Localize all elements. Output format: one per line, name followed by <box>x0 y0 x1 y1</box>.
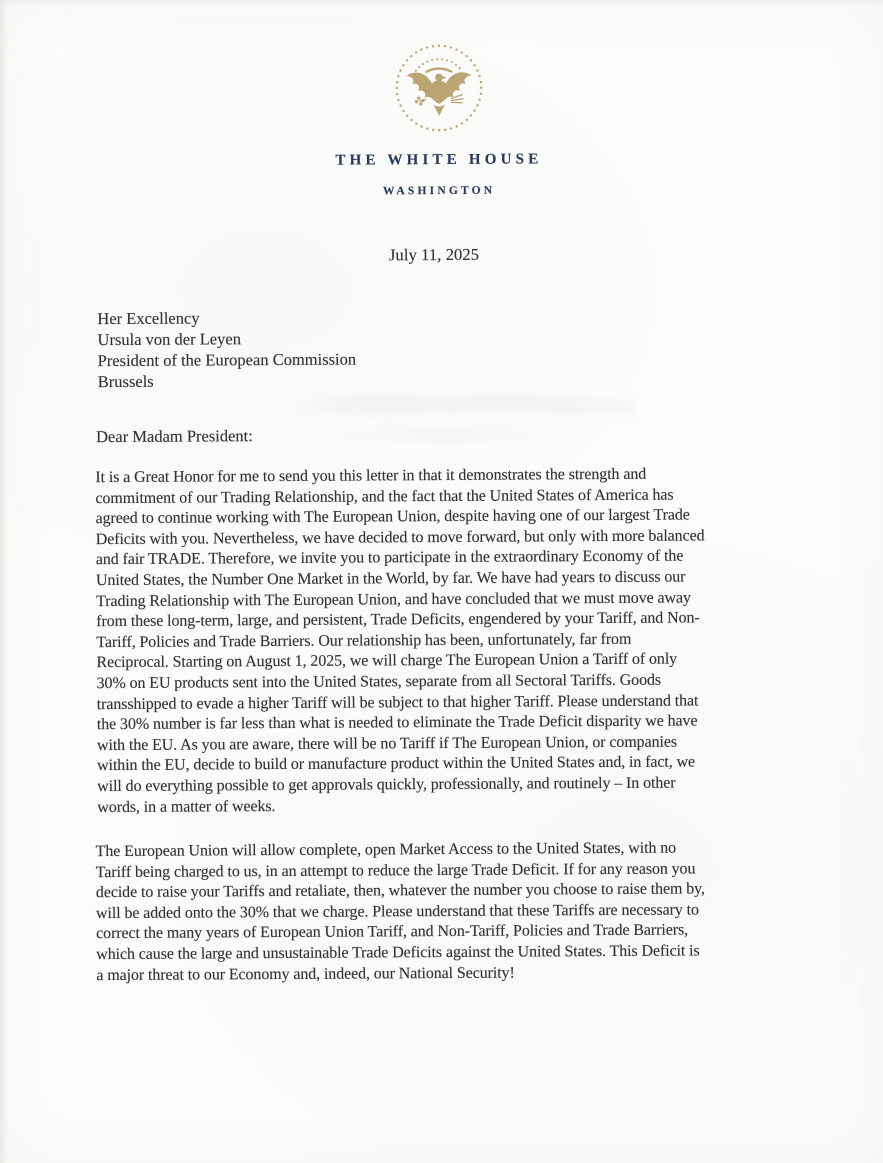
recipient-line-city: Brussels <box>97 371 154 392</box>
presidential-seal-icon <box>390 40 487 137</box>
body-paragraph-2: The European Union will allow complete, open Market Access to the United States, with no Tariff being charged to us, in an attempt to reduce the large Trade Deficit. If for any reason you decide to raise your Tariffs and retaliate, then, whatever the number you choose to raise them by, will be added onto the 30% that we charge. Please understand that these Tariffs are necessary to correct the many years of European Union Tariff, and Non-Tariff, Policies and Trade Barriers, which cause the large and unsustainable Trade Deficits against the United States. This Deficit is a major threat to our Economy and, indeed, our National Security! <box>95 839 705 984</box>
letter-date: July 11, 2025 <box>388 244 480 265</box>
letterhead-location: WASHINGTON <box>382 184 496 198</box>
recipient-line-title: President of the European Commission <box>97 349 357 371</box>
recipient-address-block <box>97 307 356 393</box>
recipient-line-honorific: Her Excellency <box>97 308 200 329</box>
body-paragraph-1: It is a Great Honor for me to send you this letter in that it demonstrates the strength and commitment of our Trading Relationship, and the fact that the United States of America has agreed to continue working with The European Union, despite having one of our largest Trade Deficits with you. Nevertheless, we have decided to move forward, but only with more balanced and fair TRADE. Therefore, we invite you to participate in the extraordinary Economy of the United States, the Number One Market in the World, by far. We have had years to discuss our Trading Relationship with The European Union, and have concluded that we must move away from these long-term, large, and persistent, Trade Deficits, engendered by your Tariff, and Non- Tariff, Policies and Trade Barriers. Our relationship has been, unfortunately, far from Reciprocal. Starting on August 1, 2025, we will charge The European Union a Tariff of only 30% on EU products sent into the United States, separate from all Sectoral Tariffs. Goods transshipped to evade a higher Tariff will be subject to that higher Tariff. Please understand that the 30% number is far less than what is needed to eliminate the Trade Deficit disparity we have with the EU. As you are aware, there will be no Tariff if The European Union, or companies within the EU, decide to build or manufacture product within the United States and, in fact, we will do everything possible to get approvals quickly, professionally, and routinely – In other words, in a matter of weeks. <box>95 465 705 816</box>
recipient-line-name: Ursula von der Leyen <box>97 329 241 350</box>
ink-bleed-through-smudge <box>297 385 637 449</box>
salutation: Dear Madam President: <box>96 426 253 447</box>
letterhead-organization: THE WHITE HOUSE <box>335 151 543 169</box>
